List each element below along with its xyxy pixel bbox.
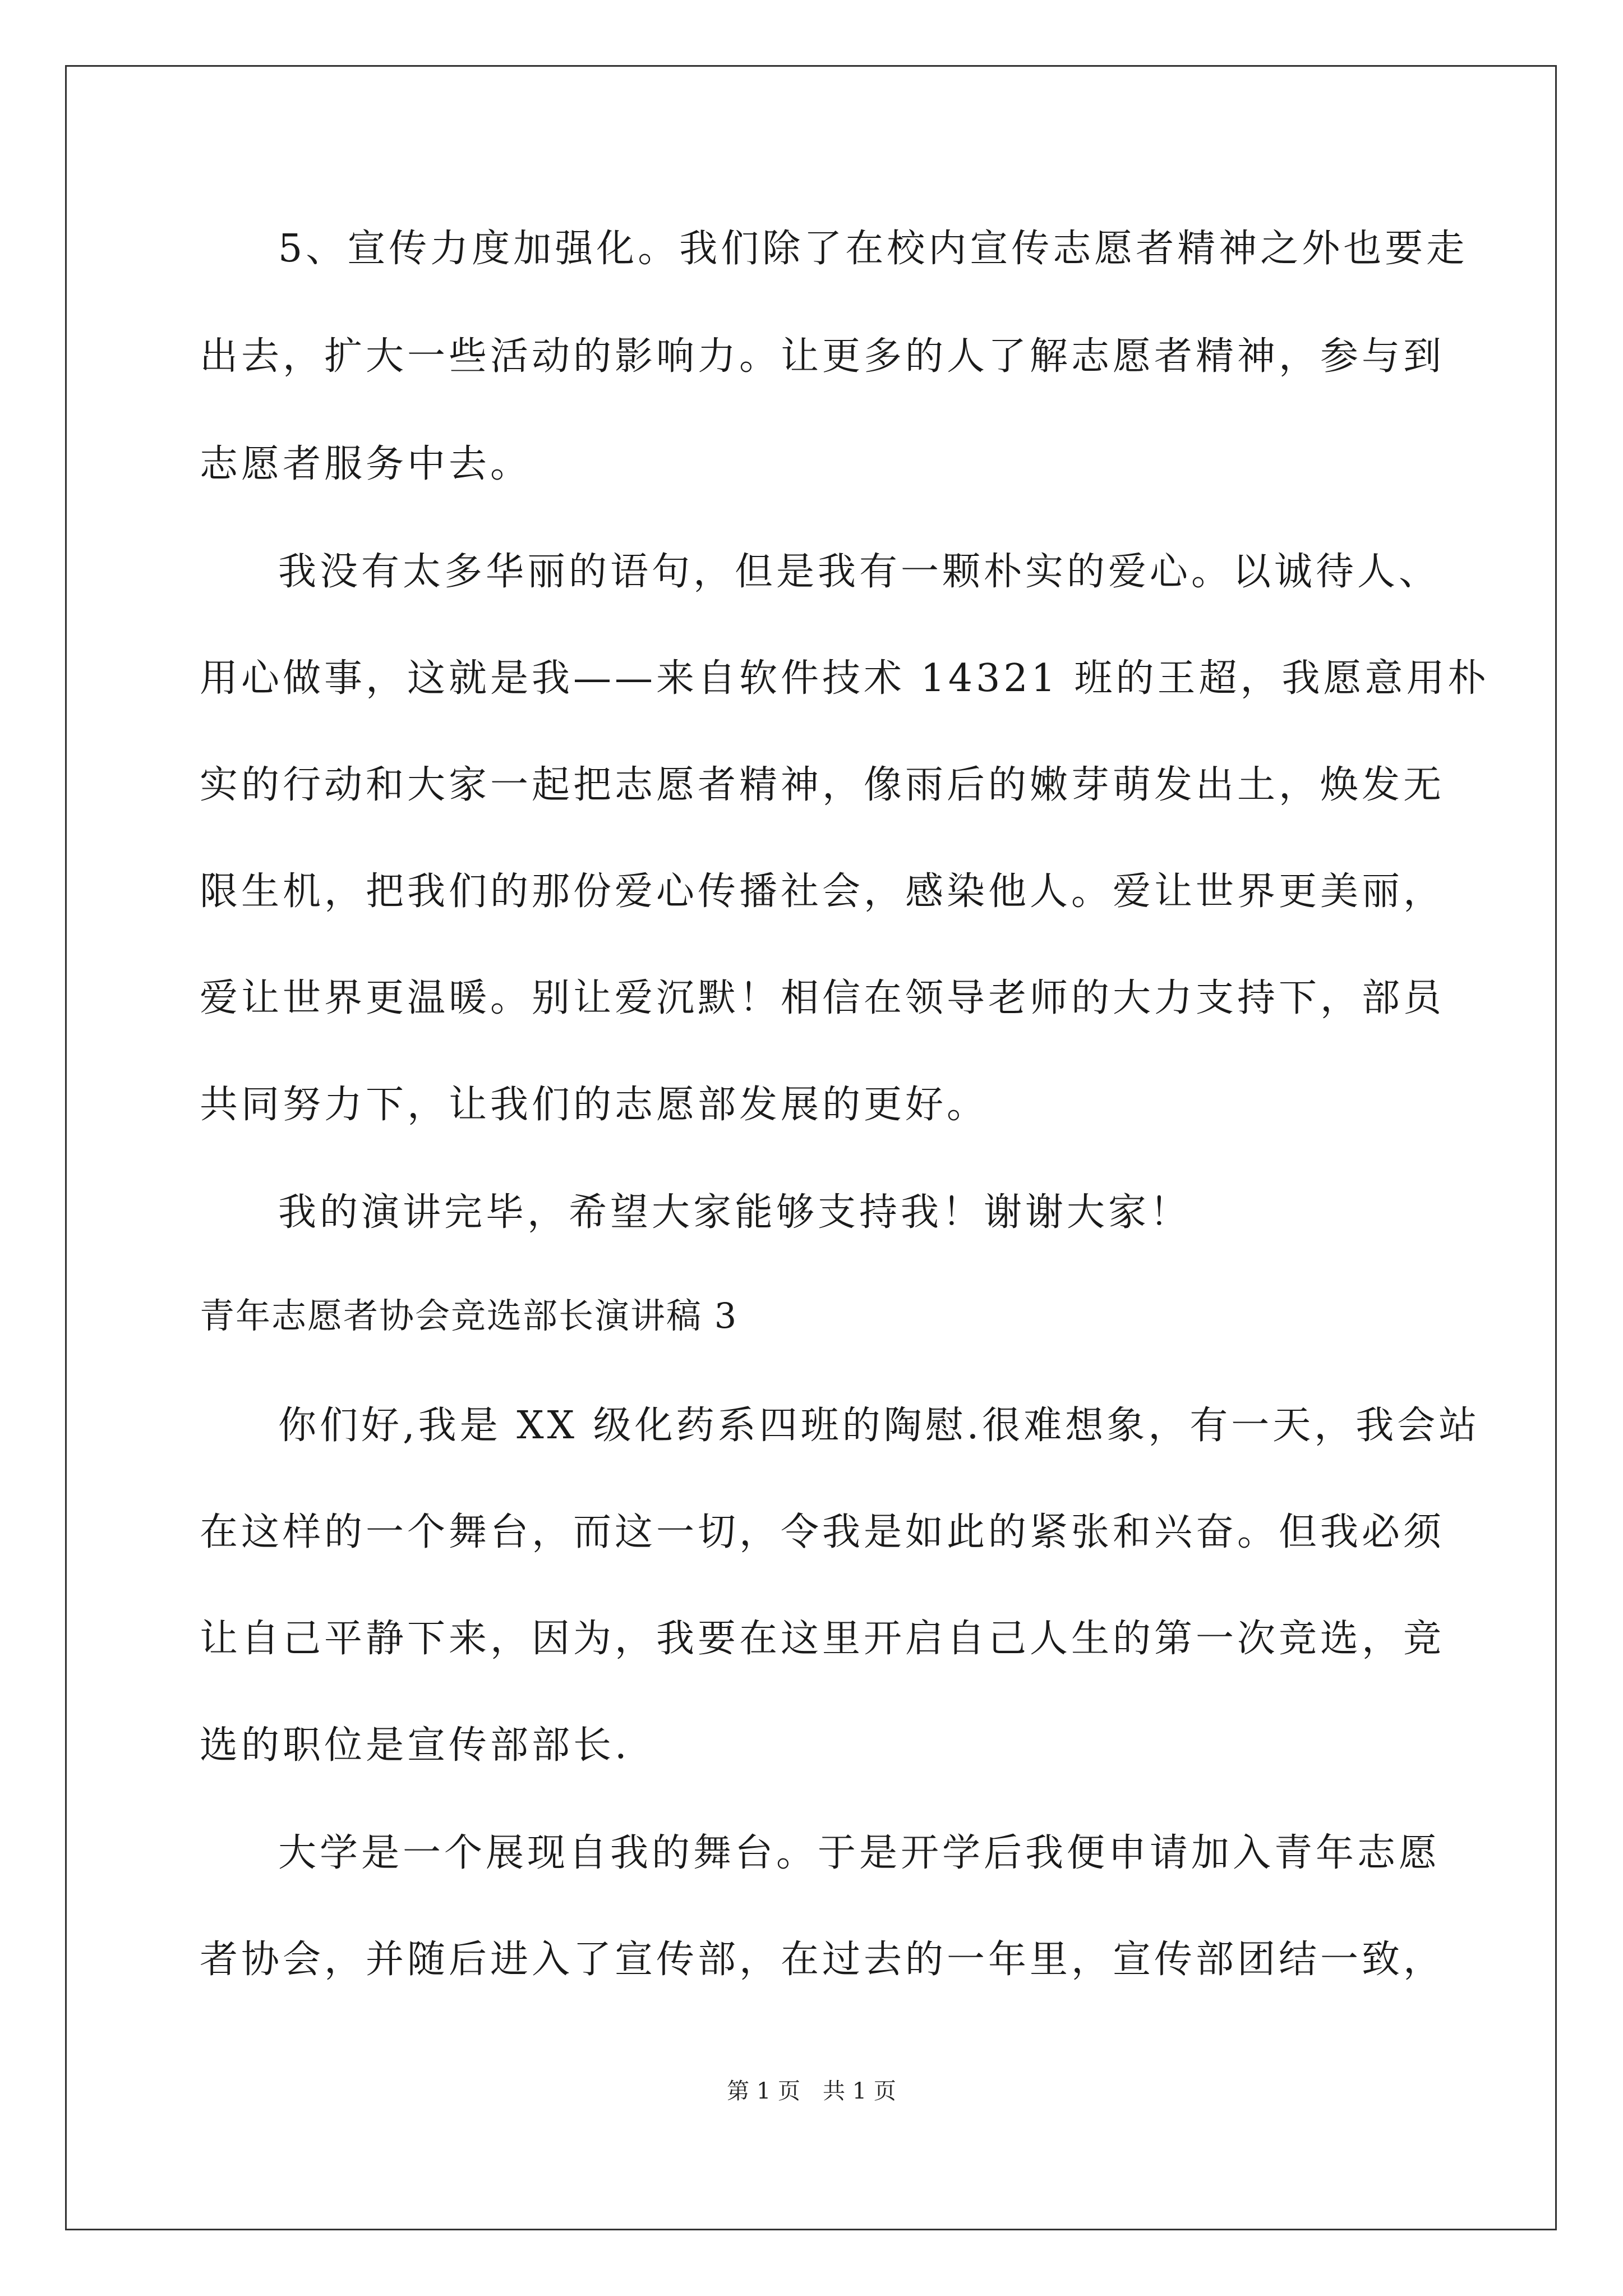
paragraph-3-line-1: 我的演讲完毕，希望大家能够支持我！谢谢大家！ <box>278 1190 1192 1235</box>
paragraph-5-line-2: 者协会，并随后进入了宣传部，在过去的一年里，宣传部团结一致， <box>200 1938 1445 1982</box>
section-heading: 青年志愿者协会竞选部长演讲稿 3 <box>200 1295 738 1336</box>
paragraph-2-line-5: 爱让世界更温暖。别让爱沉默！相信在领导老师的大力支持下，部员 <box>200 976 1445 1020</box>
paragraph-2-line-1: 我没有太多华丽的语句，但是我有一颗朴实的爱心。以诚待人、 <box>278 550 1441 594</box>
paragraph-1-line-1: 5、宣传力度加强化。我们除了在校内宣传志愿者精神之外也要走 <box>278 227 1468 271</box>
paragraph-2-line-6: 共同努力下，让我们的志愿部发展的更好。 <box>200 1083 989 1127</box>
paragraph-1-line-2: 出去，扩大一些活动的影响力。让更多的人了解志愿者精神，参与到 <box>200 334 1445 379</box>
paragraph-2-line-3: 实的行动和大家一起把志愿者精神，像雨后的嫩芽萌发出土，焕发无 <box>200 763 1445 807</box>
paragraph-2-line-2: 用心做事，这就是我——来自软件技术 14321 班的王超，我愿意用朴 <box>200 656 1490 701</box>
paragraph-2-line-4: 限生机，把我们的那份爱心传播社会，感染他人。爱让世界更美丽， <box>200 869 1445 914</box>
page-footer: 第 1 页 共 1 页 <box>727 2078 896 2104</box>
paragraph-1-line-3: 志愿者服务中去。 <box>200 442 532 486</box>
paragraph-5-line-1: 大学是一个展现自我的舞台。于是开学后我便申请加入青年志愿 <box>278 1831 1441 1875</box>
paragraph-4-line-2: 在这样的一个舞台，而这一切，令我是如此的紧张和兴奋。但我必须 <box>200 1510 1445 1554</box>
paragraph-4-line-3: 让自己平静下来，因为，我要在这里开启自己人生的第一次竞选，竞 <box>200 1617 1445 1661</box>
paragraph-4-line-1: 你们好,我是 XX 级化药系四班的陶慰.很难想象，有一天，我会站 <box>278 1404 1481 1448</box>
paragraph-4-line-4: 选的职位是宣传部部长. <box>200 1723 630 1768</box>
